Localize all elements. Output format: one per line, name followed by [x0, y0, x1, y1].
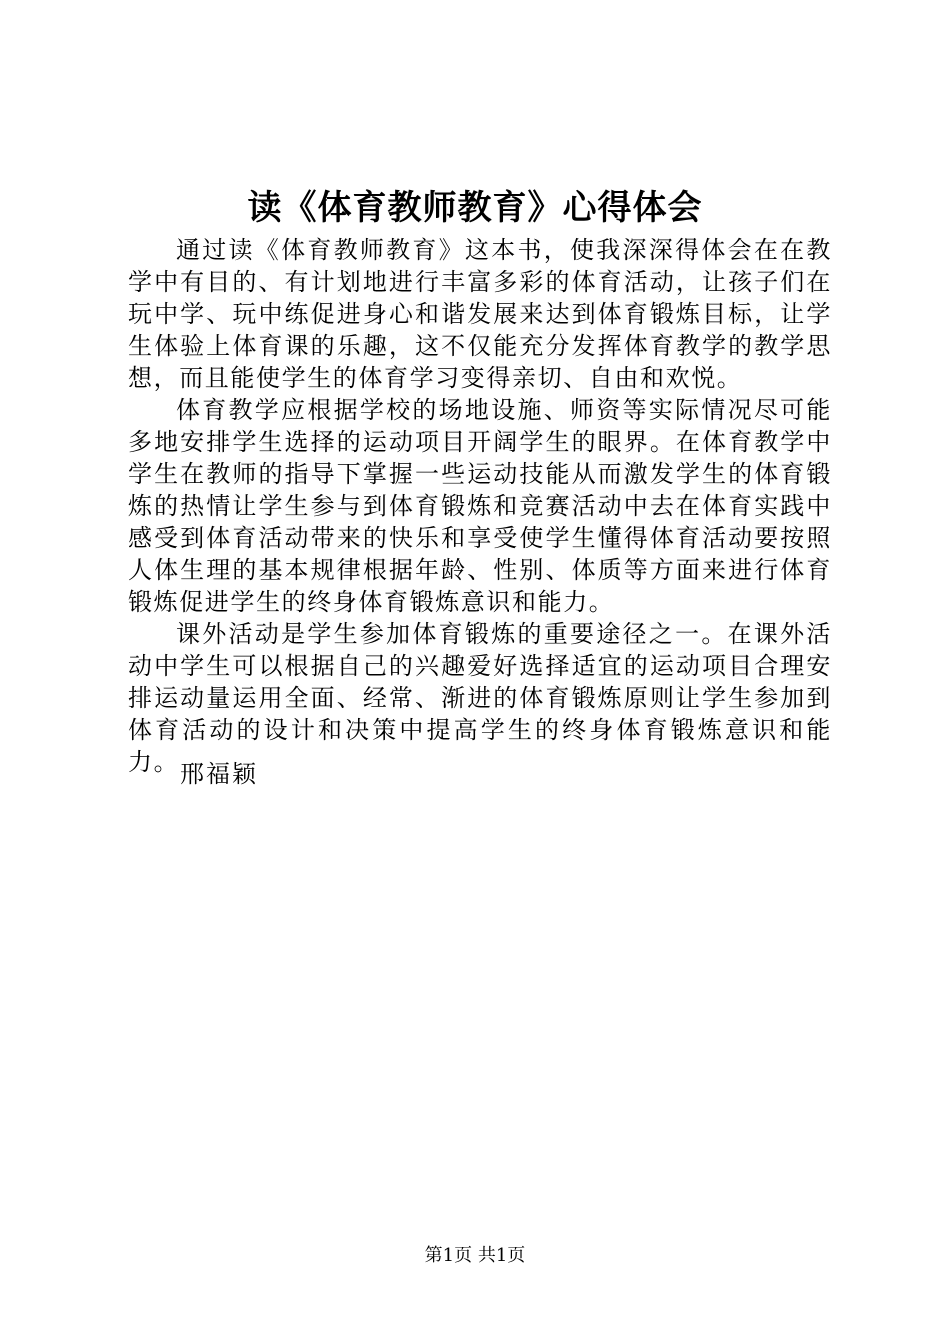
author-signature: 邢福颖	[180, 760, 258, 788]
paragraph-3: 课外活动是学生参加体育锻炼的重要途径之一。在课外活动中学生可以根据自己的兴趣爱好选择适宜的运动项目合理安排运动量运用全面、经常、渐进的体育锻炼原则让学生参加到体育活动的设计和决策中提高学生的终身体育锻炼意识和能力。	[128, 620, 832, 776]
document-body	[128, 234, 832, 778]
paragraph-2: 体育教学应根据学校的场地设施、师资等实际情况尽可能多地安排学生选择的运动项目开阔学生的眼界。在体育教学中学生在教师的指导下掌握一些运动技能从而激发学生的体育锻炼的热情让学生参与到体育锻炼和竞赛活动中去在体育实践中感受到体育活动带来的快乐和享受使学生懂得体育活动要按照人体生理的基本规律根据年龄、性别、体质等方面来进行体育锻炼促进学生的终身体育锻炼意识和能力。	[128, 396, 832, 616]
page-footer: 第1页 共1页	[424, 1245, 526, 1266]
paragraph-1: 通过读《体育教师教育》这本书，使我深深得体会在在教学中有目的、有计划地进行丰富多彩的体育活动，让孩子们在玩中学、玩中练促进身心和谐发展来达到体育锻炼目标，让学生体验上体育课的乐趣，这不仅能充分发挥体育教学的教学思想，而且能使学生的体育学习变得亲切、自由和欢悦。	[128, 236, 832, 392]
document-title: 读《体育教师教育》心得体会	[247, 188, 703, 228]
